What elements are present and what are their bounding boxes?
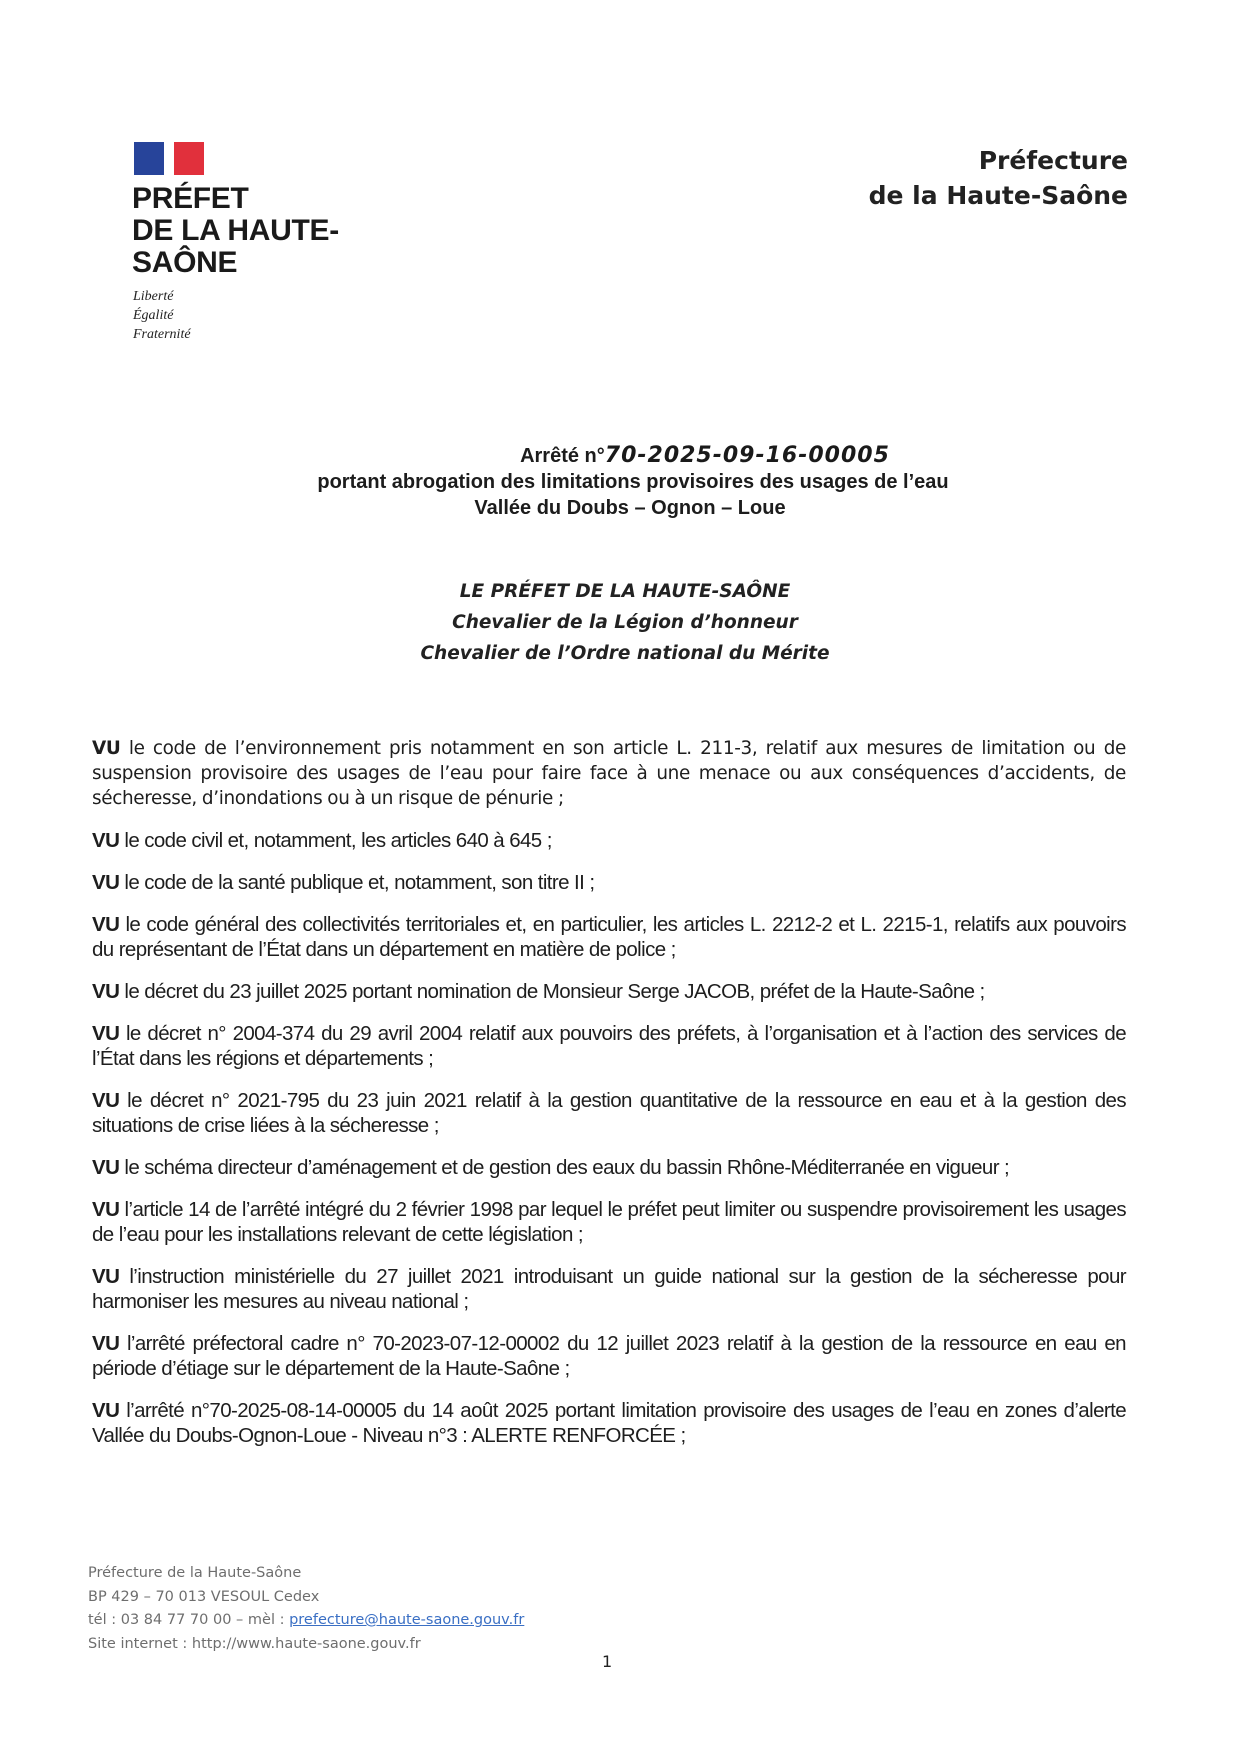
arrete-prefix: Arrêté n°	[520, 445, 605, 467]
consideration-text: l’arrêté n°70-2025-08-14-00005 du 14 août 2025 portant limitation provisoire des usages de l’eau en zones d’alerte Vallée du Doubs-Ognon-Loue - Niveau n°3 : ALERTE RENFORCÉE ;	[92, 1399, 1126, 1447]
prefet-honour: Chevalier de la Légion d’honneur	[452, 612, 798, 633]
header-line: Préfecture	[978, 146, 1128, 175]
motto-liberte: Liberté	[133, 289, 174, 304]
republic-motto	[133, 287, 191, 344]
vu-label: VU	[92, 1265, 120, 1288]
marianne-flag-icon	[134, 142, 204, 175]
consideration-item	[92, 1331, 1126, 1381]
logo-title-line: SAÔNE	[132, 246, 238, 279]
consideration-item	[92, 912, 1126, 962]
consideration-item	[92, 1197, 1126, 1247]
considerations-list	[92, 736, 1126, 1465]
arrete-number-line	[85, 443, 1240, 469]
consideration-text: le décret n° 2004-374 du 29 avril 2004 relatif aux pouvoirs des préfets, à l’organisation et à l’action des services de l’État dans les régions et départements ;	[92, 1022, 1126, 1070]
vu-label: VU	[92, 1198, 120, 1221]
consideration-item	[92, 979, 1126, 1004]
consideration-text: le code de la santé publique et, notamment, son titre II ;	[119, 871, 595, 894]
vu-label: VU	[92, 829, 120, 852]
consideration-item	[92, 1088, 1126, 1138]
email-link[interactable]: prefecture@haute-saone.gouv.fr	[289, 1612, 525, 1628]
vu-label: VU	[92, 1156, 120, 1179]
footer-address	[88, 1562, 524, 1656]
consideration-item	[92, 1021, 1126, 1071]
consideration-item	[92, 870, 1126, 895]
vu-label: VU	[92, 1399, 120, 1422]
page-number: 1	[602, 1652, 613, 1671]
motto-fraternite: Fraternité	[133, 327, 191, 342]
arrete-subtitle: portant abrogation des limitations provisoires des usages de l’eau	[317, 471, 949, 493]
header-line: de la Haute-Saône	[868, 181, 1128, 210]
logo-title-line: PRÉFET	[132, 182, 249, 215]
vu-label: VU	[92, 871, 120, 894]
footer-contact	[88, 1609, 524, 1633]
prefecture-header	[869, 143, 1128, 213]
consideration-item	[92, 1155, 1126, 1180]
prefet-logo-title	[132, 183, 339, 279]
vu-label: VU	[92, 980, 120, 1003]
consideration-text: le code général des collectivités territoriales et, en particulier, les articles L. 2212-2 et L. 2215-1, relatifs aux pouvoirs du représentant de l’État dans un département en matière de police ;	[92, 913, 1126, 961]
consideration-text: le décret du 23 juillet 2025 portant nomination de Monsieur Serge JACOB, préfet de la Haute-Saône ;	[119, 980, 985, 1003]
consideration-item	[92, 828, 1126, 853]
footer-website: Site internet : http://www.haute-saone.gouv.fr	[88, 1635, 421, 1652]
motto-egalite: Égalité	[133, 308, 174, 323]
footer-prefecture-name: Préfecture de la Haute-Saône	[88, 1565, 302, 1581]
footer-phone: tél : 03 84 77 70 00 – mèl :	[88, 1612, 290, 1628]
consideration-item	[92, 1398, 1126, 1448]
vu-label: VU	[92, 1089, 120, 1112]
arrete-number-handwritten: 70-2025-09-16-00005	[604, 443, 890, 468]
consideration-text: l’article 14 de l’arrêté intégré du 2 février 1998 par lequel le préfet peut limiter ou suspendre provisoirement les usages de l’eau pour les installations relevant de cette législation ;	[92, 1198, 1126, 1246]
prefet-name: LE PRÉFET DE LA HAUTE-SAÔNE	[459, 581, 791, 602]
consideration-text: l’instruction ministérielle du 27 juillet 2021 introduisant un guide national sur la gestion de la sécheresse pour harmoniser les mesures au niveau national ;	[92, 1265, 1126, 1313]
consideration-text: le code de l’environnement pris notamment en son article L. 211-3, relatif aux mesures de limitation ou de suspension provisoire des usages de l’eau pour faire face à une menace ou aux conséquences d’accidents, de sécheresse, d’inondations ou à un risque de pénurie ;	[92, 738, 1126, 809]
logo-title-line: DE LA HAUTE-	[132, 214, 339, 247]
arrete-subtitle-zone: Vallée du Doubs – Ognon – Loue	[474, 497, 786, 519]
footer-postal-address: BP 429 – 70 013 VESOUL Cedex	[88, 1588, 320, 1605]
vu-label: VU	[92, 1022, 120, 1045]
prefet-titles	[0, 576, 1240, 669]
consideration-item	[92, 736, 1126, 811]
consideration-text: le schéma directeur d’aménagement et de gestion des eaux du bassin Rhône-Méditerranée en vigueur ;	[119, 1156, 1010, 1179]
prefet-honour: Chevalier de l’Ordre national du Mérite	[420, 643, 830, 664]
arrete-title-block	[0, 443, 1240, 521]
vu-label: VU	[92, 913, 120, 936]
consideration-text: le code civil et, notamment, les articles 640 à 645 ;	[119, 829, 552, 852]
vu-label: VU	[92, 738, 121, 759]
consideration-text: l’arrêté préfectoral cadre n° 70-2023-07-12-00002 du 12 juillet 2023 relatif à la gestion de la ressource en eau en période d’étiage sur le département de la Haute-Saône ;	[92, 1332, 1126, 1380]
consideration-text: le décret n° 2021-795 du 23 juin 2021 relatif à la gestion quantitative de la ressource en eau et à la gestion des situations de crise liées à la sécheresse ;	[92, 1089, 1126, 1137]
vu-label: VU	[92, 1332, 120, 1355]
consideration-item	[92, 1264, 1126, 1314]
